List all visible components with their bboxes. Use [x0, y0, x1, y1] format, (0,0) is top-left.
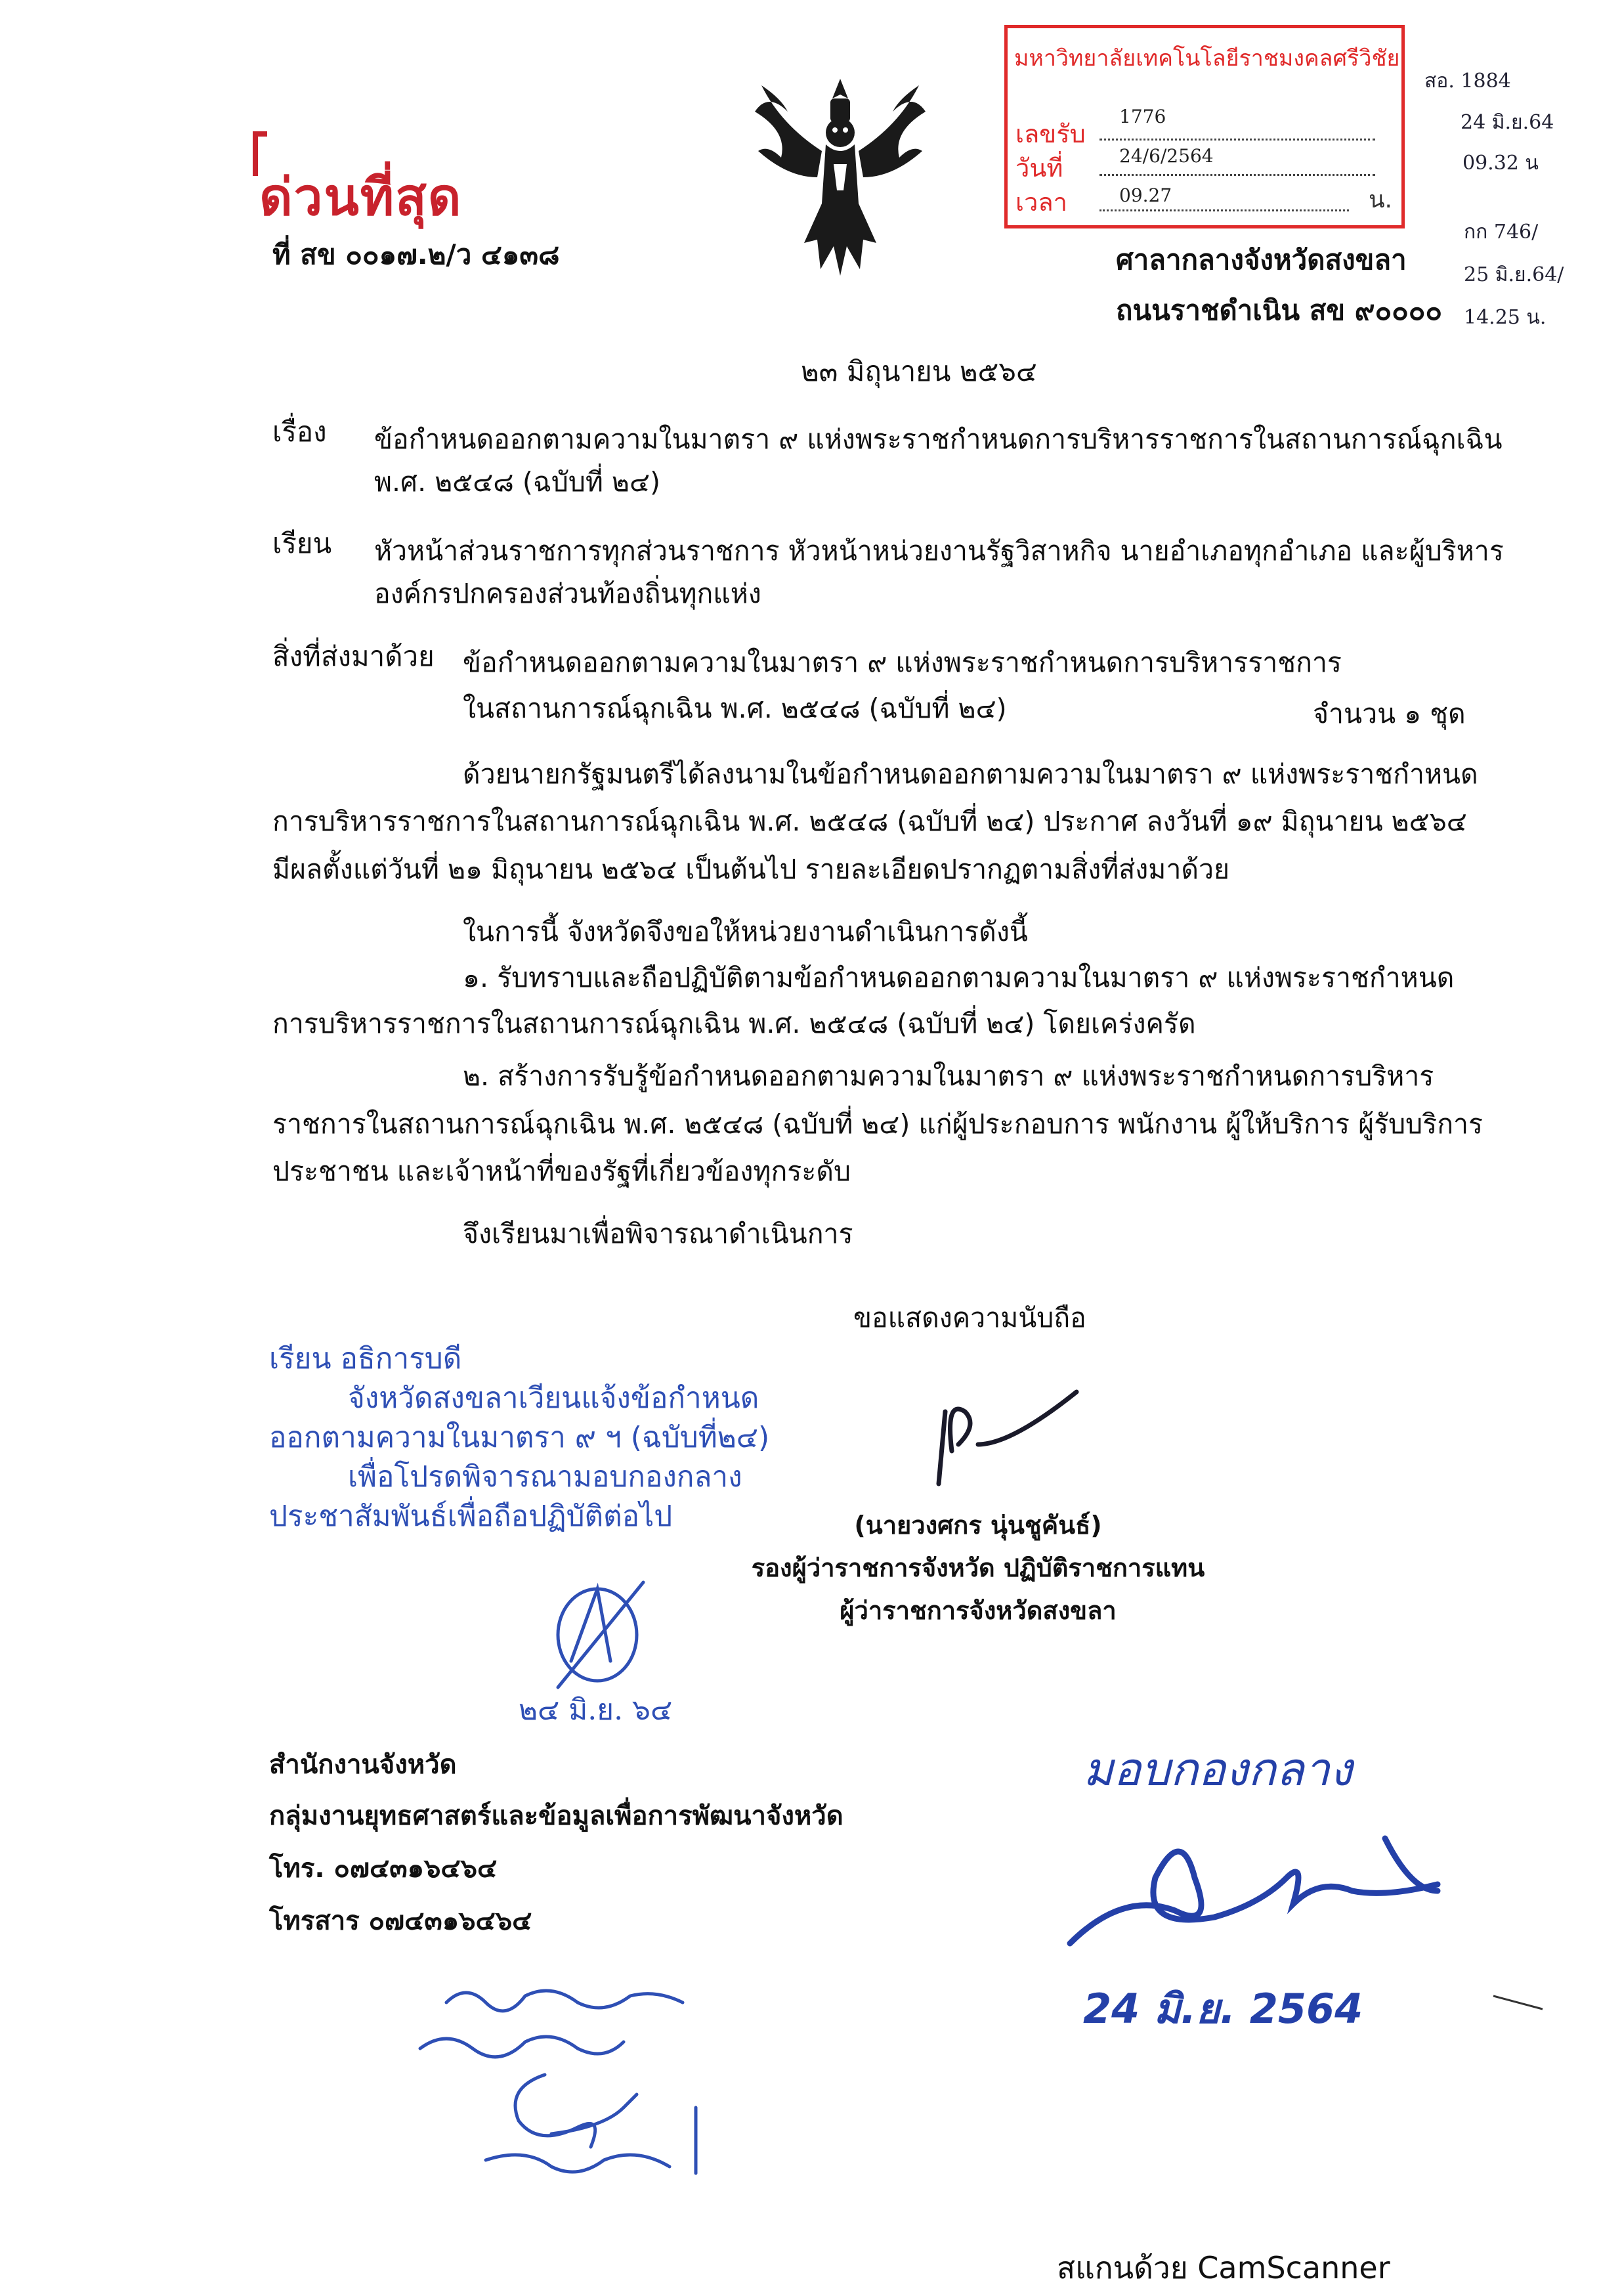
- enclosure-label: สิ่งที่ส่งมาด้วย: [272, 640, 435, 672]
- list-item: ๒. สร้างการรับรู้ข้อกำหนดออกตามความในมาตรา ๙ แห่งพระราชกำหนดการบริหาร: [463, 1060, 1434, 1092]
- enclosure-line: ข้อกำหนดออกตามความในมาตรา ๙ แห่งพระราชกำหนดการบริหารราชการ: [463, 647, 1342, 678]
- side-note: กก 746/: [1464, 221, 1539, 244]
- urgency-stamp: ด่วนที่สุด: [259, 168, 463, 227]
- list-item-cont: ประชาชน และเจ้าหน้าที่ของรัฐที่เกี่ยวข้องทุกระดับ: [272, 1156, 851, 1187]
- handwritten-initial-icon: [545, 1563, 663, 1694]
- stamp-rcv-value: 1776: [1119, 106, 1166, 127]
- letter-date: ๒๓ มิถุนายน ๒๕๖๔: [801, 355, 1037, 387]
- paragraph-line: มีผลตั้งแต่วันที่ ๒๑ มิถุนายน ๒๕๖๔ เป็นต้นไป รายละเอียดปรากฏตามสิ่งที่ส่งมาด้วย: [272, 854, 1230, 885]
- enclosure-line: ในสถานการณ์ฉุกเฉิน พ.ศ. ๒๕๔๘ (ฉบับที่ ๒๔): [463, 693, 1007, 724]
- side-note: สอ. 1884: [1424, 70, 1511, 93]
- handwritten-note-line: เพื่อโปรดพิจารณามอบกองกลาง: [348, 1460, 742, 1494]
- signatory-title: ผู้ว่าราชการจังหวัดสงขลา: [840, 1596, 1117, 1625]
- paragraph-line: ในการนี้ จังหวัดจึงขอให้หน่วยงานดำเนินการดังนี้: [463, 916, 1028, 947]
- list-item-cont: ราชการในสถานการณ์ฉุกเฉิน พ.ศ. ๒๕๔๘ (ฉบับที่ ๒๔) แก่ผู้ประกอบการ พนักงาน ผู้ให้บริการ ผู้รับบริการ: [272, 1108, 1483, 1140]
- pen-stroke-icon: [1490, 1989, 1549, 2016]
- stamp-rcv-label: เลขรับ: [1015, 119, 1086, 148]
- handwritten-note-line: ประชาสัมพันธ์เพื่อถือปฏิบัติต่อไป: [269, 1500, 673, 1533]
- handwritten-order-text: มอบกองกลาง: [1083, 1743, 1352, 1796]
- side-note: 14.25 น.: [1464, 306, 1547, 329]
- footer-fax: โทรสาร ๐๗๔๓๑๖๔๖๔: [269, 1906, 532, 1936]
- handwritten-order-date: 24 มิ.ย. 2564: [1083, 1985, 1363, 2033]
- handwritten-signature-icon: [1044, 1799, 1464, 1996]
- garuda-emblem-icon: [742, 72, 939, 289]
- signatory-name: (นายวงศกร นุ่นชูคันธ์): [854, 1511, 1102, 1540]
- footer-office: สำนักงานจังหวัด: [269, 1750, 457, 1780]
- side-note: 09.32 น: [1462, 152, 1539, 175]
- stamp-dotted-line: [1099, 139, 1375, 141]
- subject-line: พ.ศ. ๒๕๔๘ (ฉบับที่ ๒๔): [374, 466, 660, 498]
- side-note: 24 มิ.ย.64: [1461, 111, 1554, 134]
- receive-stamp: [1004, 25, 1405, 228]
- document-number: ที่ สข ๐๐๑๗.๒/ว ๔๑๓๘: [272, 238, 560, 271]
- footer-tel: โทร. ๐๗๔๓๑๖๔๖๔: [269, 1853, 498, 1884]
- recipient-label: เรียน: [272, 527, 332, 559]
- handwritten-note-line: จังหวัดสงขลาเวียนแจ้งข้อกำหนด: [348, 1381, 759, 1415]
- signatory-title: รองผู้ว่าราชการจังหวัด ปฏิบัติราชการแทน: [751, 1553, 1205, 1582]
- stamp-dotted-line: [1099, 209, 1349, 211]
- stamp-date-label: วันที่: [1015, 154, 1063, 183]
- side-note: 25 มิ.ย.64/: [1464, 263, 1564, 286]
- list-item: ๑. รับทราบและถือปฏิบัติตามข้อกำหนดออกตามความในมาตรา ๙ แห่งพระราชกำหนด: [463, 962, 1455, 993]
- stamp-dotted-line: [1099, 174, 1375, 176]
- signatory-signature-icon: [919, 1372, 1090, 1497]
- handwritten-note-line: ออกตามความในมาตรา ๙ ฯ (ฉบับที่๒๔): [269, 1421, 770, 1454]
- closing-line: จึงเรียนมาเพื่อพิจารณาดำเนินการ: [463, 1218, 853, 1249]
- regards-line: ขอแสดงความนับถือ: [853, 1302, 1086, 1333]
- recipient-line: องค์กรปกครองส่วนท้องถิ่นทุกแห่ง: [374, 578, 761, 609]
- recipient-line: หัวหน้าส่วนราชการทุกส่วนราชการ หัวหน้าหน่วยงานรัฐวิสาหกิจ นายอำเภอทุกอำเภอ และผู้บริหาร: [374, 535, 1504, 567]
- subject-label: เรื่อง: [272, 416, 327, 448]
- handwritten-note-date: ๒๔ มิ.ย. ๖๔: [519, 1693, 673, 1727]
- stamp-date-value: 24/6/2564: [1119, 145, 1214, 167]
- agency-name: ศาลากลางจังหวัดสงขลา: [1116, 244, 1407, 276]
- footer-group: กลุ่มงานยุทธศาสตร์และข้อมูลเพื่อการพัฒนาจังหวัด: [269, 1801, 843, 1831]
- agency-address: ถนนราชดำเนิน สข ๙๐๐๐๐: [1116, 294, 1443, 326]
- enclosure-quantity: จำนวน ๑ ชุด: [1313, 698, 1466, 729]
- paragraph-line: การบริหารราชการในสถานการณ์ฉุกเฉิน พ.ศ. ๒๕๔๘ (ฉบับที่ ๒๔) ประกาศ ลงวันที่ ๑๙ มิถุนายน ๒๕๖๔: [272, 806, 1467, 837]
- stamp-time-value: 09.27: [1119, 184, 1172, 206]
- handwritten-note-line: เรียน อธิการบดี: [269, 1342, 462, 1375]
- stamp-time-unit: น.: [1368, 186, 1392, 213]
- handwritten-scribble-icon: [407, 1976, 748, 2199]
- subject-line: ข้อกำหนดออกตามความในมาตรา ๙ แห่งพระราชกำหนดการบริหารราชการในสถานการณ์ฉุกเฉิน: [374, 423, 1503, 455]
- paragraph-line: ด้วยนายกรัฐมนตรีได้ลงนามในข้อกำหนดออกตามความในมาตรา ๙ แห่งพระราชกำหนด: [463, 758, 1478, 790]
- scanner-watermark: สแกนด้วย CamScanner: [1057, 2250, 1390, 2285]
- list-item-cont: การบริหารราชการในสถานการณ์ฉุกเฉิน พ.ศ. ๒๕๔๘ (ฉบับที่ ๒๔) โดยเคร่งครัด: [272, 1008, 1196, 1039]
- stamp-university-name: มหาวิทยาลัยเทคโนโลยีราชมงคลศรีวิชัย: [1014, 45, 1400, 72]
- stamp-time-label: เวลา: [1015, 188, 1067, 217]
